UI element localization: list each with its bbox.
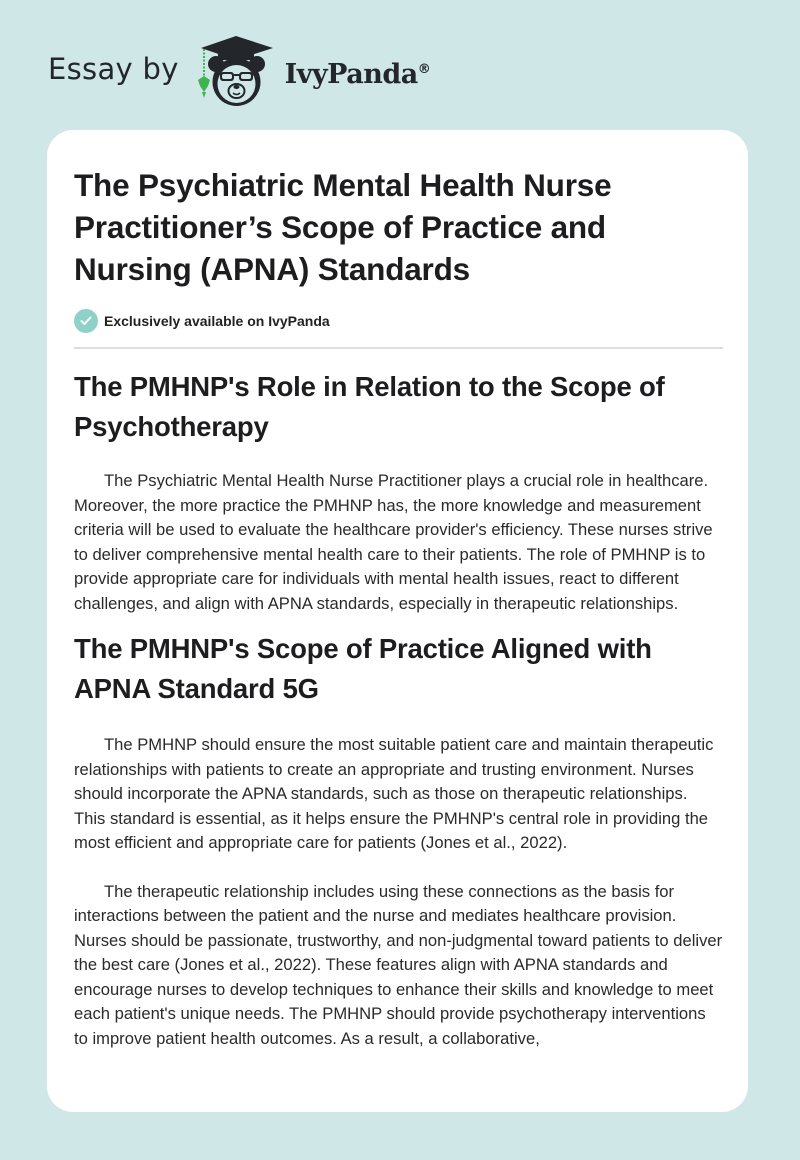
- paragraph: The PMHNP should ensure the most suitable patient care and maintain therapeutic relationships with patients to create an appropriate and trusting environment. Nurses should incorporate the APNA standards, such as those on therapeutic relationships. This standard is essential, as it helps ensure the PMHNP's central role in providing the most efficient and appropriate care for patients (Jones et al., 2022).: [74, 735, 714, 852]
- paragraph: The Psychiatric Mental Health Nurse Practitioner plays a crucial role in healthcare. Moreover, the more practice the PMHNP has, the more knowledge and measurement criteria will be used to evaluate the healthcare provider's efficiency. These nurses strive to deliver comprehensive mental health care to their patients. The role of PMHNP is to provide appropriate care for individuals with mental health issues, react to different challenges, and align with APNA standards, especially in therapeutic relationships.: [74, 471, 713, 613]
- page-title: The Psychiatric Mental Health Nurse Practitioner’s Scope of Practice and Nursing (APNA) Standards: [74, 167, 612, 287]
- paragraph: The therapeutic relationship includes using these connections as the basis for interactions between the patient and the nurse and mediates healthcare provision. Nurses should be passionate, trustworthy, and non-judgmental toward patients to deliver the best care (Jones et al., 2022). These features align with APNA standards and encourage nurses to develop techniques to enhance their skills and knowledge to meet each patient's unique needs. The PMHNP should provide psychotherapy interventions to improve patient health outcomes. As a result, a collaborative,: [74, 881, 723, 1048]
- exclusive-text: Exclusively available on IvyPanda: [104, 313, 330, 329]
- exclusive-badge: [74, 308, 723, 334]
- divider: [74, 347, 723, 349]
- panda-graduation-cap-logo-icon[interactable]: [191, 34, 281, 110]
- essay-by-label: Essay by: [48, 52, 179, 86]
- registered-mark: ®: [417, 61, 431, 77]
- essay-content: [74, 130, 723, 1051]
- essay-card: [47, 130, 748, 1112]
- section-heading: The PMHNP's Scope of Practice Aligned with APNA Standard 5G: [74, 633, 652, 704]
- check-circle-icon: [74, 309, 98, 333]
- section-heading: The PMHNP's Role in Relation to the Scope of Psychotherapy: [74, 371, 665, 442]
- brand-name-text: IvyPanda: [284, 58, 418, 90]
- brand-name[interactable]: [285, 59, 431, 90]
- brand-header: [48, 34, 430, 110]
